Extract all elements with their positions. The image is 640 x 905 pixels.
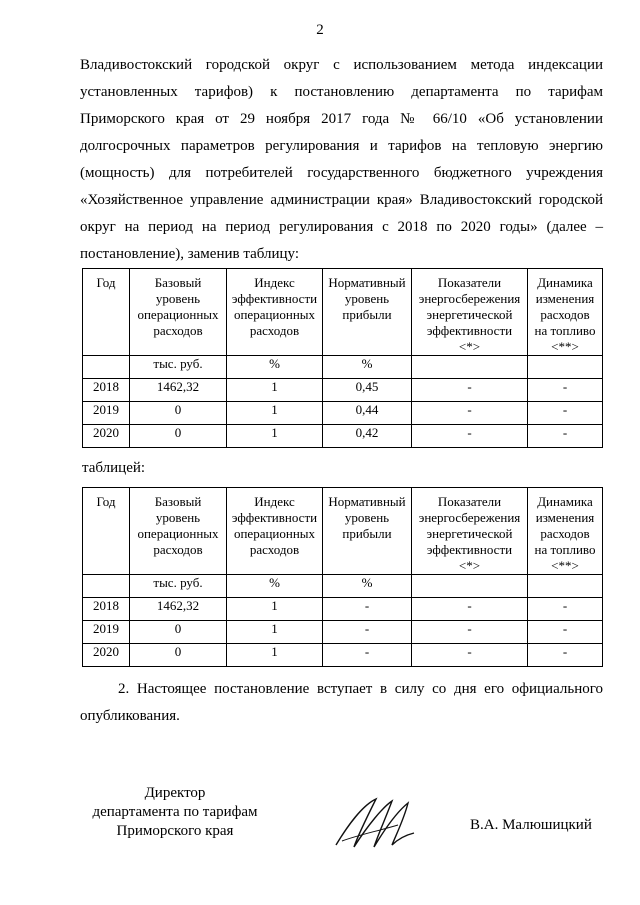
header-fuel-dynamics: Динамика изменения расходов на топливо <**> <box>528 269 603 356</box>
unit-cell <box>412 575 528 598</box>
unit-cell <box>528 356 603 379</box>
unit-cell <box>83 356 130 379</box>
header-base-level: Базовый уровень операционных расходов <box>130 488 227 575</box>
unit-cell <box>83 575 130 598</box>
intro-line: округ на период на период регулирования с 2018 по 2020 годы» (далее – <box>80 219 603 235</box>
replacement-label: таблицей: <box>82 460 146 476</box>
table-row: 2018 1462,32 1 - - - <box>83 598 603 621</box>
intro-line: долгосрочных параметров регулирования и тарифов на тепловую энергию <box>80 138 603 154</box>
header-profit-level: Нормативный уровень прибыли <box>323 488 412 575</box>
para2-line: 2. Настоящее постановление вступает в силу со дня его официального <box>118 681 603 697</box>
intro-line: Приморского края от 29 ноября 2017 года № 66/10 «Об установлении <box>80 111 603 127</box>
handwritten-signature <box>328 795 418 850</box>
unit-cell: % <box>227 575 323 598</box>
table-row: 2019 0 1 - - - <box>83 621 603 644</box>
header-year: Год <box>83 269 130 356</box>
intro-line: установленных тарифов) к постановлению департамента по тарифам <box>80 84 603 100</box>
para2-line: опубликования. <box>80 708 180 724</box>
header-efficiency-index: Индекс эффективности операционных расходов <box>227 488 323 575</box>
header-base-level: Базовый уровень операционных расходов <box>130 269 227 356</box>
header-profit-level: Нормативный уровень прибыли <box>323 269 412 356</box>
header-energy-saving: Показатели энергосбережения энергетической эффективности <*> <box>412 488 528 575</box>
page-number: 2 <box>316 22 324 38</box>
unit-cell: тыс. руб. <box>130 356 227 379</box>
unit-cell: тыс. руб. <box>130 575 227 598</box>
table-row: 2018 1462,32 1 0,45 - - <box>83 379 603 402</box>
signatory-name: В.А. Малюшицкий <box>470 817 592 833</box>
header-year: Год <box>83 488 130 575</box>
table-header-row <box>83 488 603 575</box>
header-efficiency-index: Индекс эффективности операционных расходов <box>227 269 323 356</box>
unit-cell <box>412 356 528 379</box>
header-energy-saving: Показатели энергосбережения энергетической эффективности <*> <box>412 269 528 356</box>
intro-line: Владивостокский городской округ с использованием метода индексации <box>80 57 603 73</box>
unit-cell: % <box>323 356 412 379</box>
signatory-title: Директор департамента по тарифам Приморского края <box>92 785 258 839</box>
intro-line: постановление), заменив таблицу: <box>80 246 300 262</box>
table-row: 2019 0 1 0,44 - - <box>83 402 603 425</box>
table-row: 2020 0 1 0,42 - - <box>83 425 603 448</box>
effective-date-paragraph <box>80 676 603 730</box>
unit-cell <box>528 575 603 598</box>
units-row <box>83 575 603 598</box>
unit-cell: % <box>323 575 412 598</box>
unit-cell: % <box>227 356 323 379</box>
intro-paragraph <box>80 52 603 268</box>
tariff-table-new <box>82 487 603 667</box>
tariff-table-old <box>82 268 603 448</box>
intro-line: (мощность) для потребителей государственного бюджетного учреждения <box>80 165 603 181</box>
table-row: 2020 0 1 - - - <box>83 644 603 667</box>
table-header-row <box>83 269 603 356</box>
header-fuel-dynamics: Динамика изменения расходов на топливо <**> <box>528 488 603 575</box>
units-row <box>83 356 603 379</box>
intro-line: «Хозяйственное управление администрации края» Владивостокский городской <box>80 192 603 208</box>
